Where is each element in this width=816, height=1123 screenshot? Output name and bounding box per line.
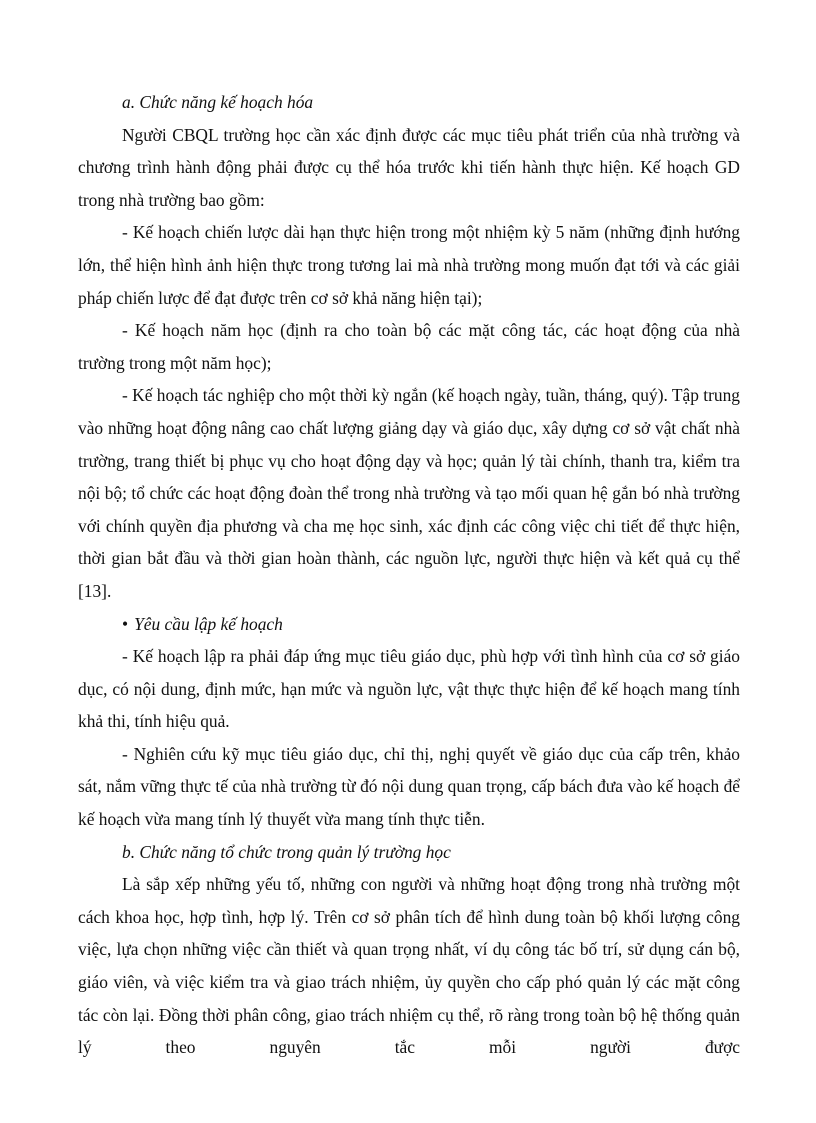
plan-item-long-term: - Kế hoạch chiến lược dài hạn thực hiện trong một nhiệm kỳ 5 năm (những định hướng lớn, thể hiện hình ảnh hiện thực trong tương lai mà nhà trường mong muốn đạt tới và các giải pháp chiến lược để đạt được trên cơ sở khả năng hiện tại); [78, 222, 740, 308]
requirements-heading-text: Yêu cầu lập kế hoạch [134, 613, 283, 634]
requirements-heading [78, 608, 740, 641]
document-body [78, 86, 740, 1064]
section-a-intro: Người CBQL trường học cần xác định được các mục tiêu phát triển của nhà trường và chương trình hành động phải được cụ thể hóa trước khi tiến hành thực hiện. Kế hoạch GD trong nhà trường bao gồm: [78, 124, 740, 210]
requirement-item-1: - Kế hoạch lập ra phải đáp ứng mục tiêu giáo dục, phù hợp với tình hình của cơ sở giáo dục, có nội dung, định mức, hạn mức và nguồn lực, vật thực thực hiện để kế hoạch mang tính khả thi, tính hiệu quả. [78, 646, 740, 732]
bullet-icon: • [122, 613, 129, 634]
plan-item-operational: - Kế hoạch tác nghiệp cho một thời kỳ ngắn (kế hoạch ngày, tuần, tháng, quý). Tập trung vào những hoạt động nâng cao chất lượng giảng dạy và giáo dục, xây dựng cơ sở vật chất nhà trường, trang thiết bị phục vụ cho hoạt động dạy và học; quản lý tài chính, thanh tra, kiểm tra nội bộ; tổ chức các hoạt động đoàn thể trong nhà trường và tạo mối quan hệ gắn bó nhà trường với chính quyền địa phương và cha mẹ học sinh, xác định các công việc chi tiết để thực hiện, thời gian bắt đầu và thời gian hoàn thành, các nguồn lực, người thực hiện và kết quả cụ thể [13]. [78, 385, 740, 601]
plan-item-school-year: - Kế hoạch năm học (định ra cho toàn bộ các mặt công tác, các hoạt động của nhà trường trong một năm học); [78, 320, 740, 373]
section-b-heading: b. Chức năng tổ chức trong quản lý trường học [122, 841, 451, 862]
section-a-heading: a. Chức năng kế hoạch hóa [122, 92, 314, 112]
requirement-item-2: - Nghiên cứu kỹ mục tiêu giáo dục, chỉ thị, nghị quyết về giáo dục của cấp trên, khảo sát, nắm vững thực tế của nhà trường từ đó nội dung quan trọng, cấp bách đưa vào kế hoạch để kế hoạch vừa mang tính lý thuyết vừa mang tính thực tiễn. [78, 743, 740, 830]
section-b-body: Là sắp xếp những yếu tố, những con người và những hoạt động trong nhà trường một cách khoa học, hợp tình, hợp lý. Trên cơ sở phân tích để hình dung toàn bộ khối lượng công việc, lựa chọn những việc cần thiết và quan trọng nhất, ví dụ công tác bố trí, sử dụng cán bộ, giáo viên, và việc kiểm tra và giao trách nhiệm, ủy quyền cho cấp phó quản lý các mặt công tác còn lại. Đồng thời phân công, giao trách nhiệm cụ thể, rõ ràng trong toàn bộ hệ thống quản lý theo nguyên tắc mỗi người được [78, 874, 740, 1058]
